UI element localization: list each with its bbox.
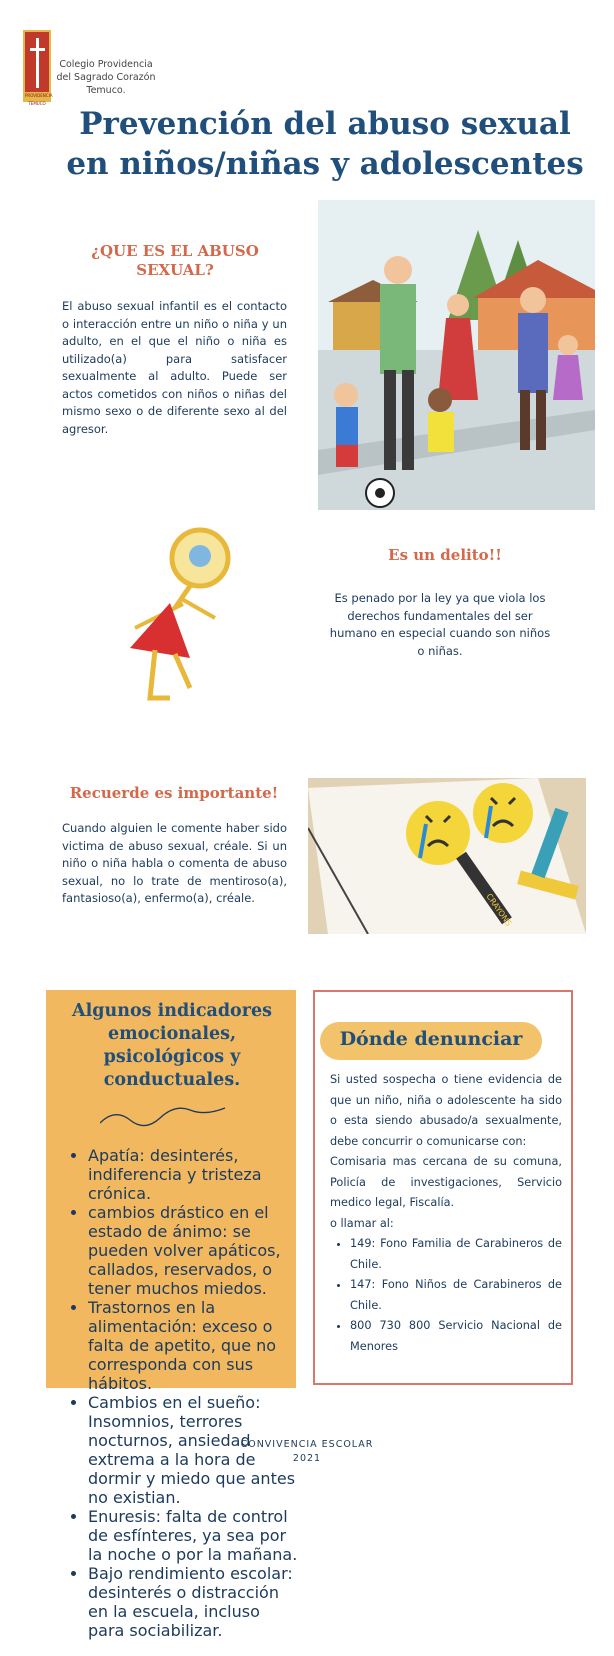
denunciar-title: Dónde denunciar xyxy=(339,1028,523,1050)
phone-item: • 800 730 800 Servicio Nacional de Menores xyxy=(350,1316,562,1357)
footer: CONVIVENCIA ESCOLAR 2021 xyxy=(240,1439,374,1464)
logo-text: PROVIDENCIA TEMUCO xyxy=(25,93,53,106)
denunciar-places: Comisaria mas cercana de su comuna, Policía de investigaciones, Servicio medico legal, Fiscalía. xyxy=(330,1155,562,1209)
que-es-title: ¿QUE ES EL ABUSO SEXUAL? xyxy=(91,242,259,279)
denunciar-intro: Si usted sospecha o tiene evidencia de que un niño, niña o adolescente ha sido o esta siendo abusado/a sexualmente, debe concurrir o comunicarse con: xyxy=(330,1073,562,1148)
family-illustration xyxy=(318,200,595,510)
list-item: • Enuresis: falta de control de esfínteres, ya sea por la noche o por la mañana. xyxy=(88,1507,298,1564)
delito-text: Es penado por la ley ya que viola los derechos fundamentales del ser humano en especial cuando son niños o niñas. xyxy=(329,591,551,658)
crayon-label: CRAYONS xyxy=(484,891,514,928)
denunciar-body xyxy=(330,1070,562,1357)
list-item: • Apatía: desinterés, indiferencia y tristeza crónica. xyxy=(88,1146,298,1203)
school-name: Colegio Providencia del Sagrado Corazón Temuco. xyxy=(56,59,156,96)
recuerde-title: Recuerde es importante! xyxy=(69,784,279,802)
child-drawing xyxy=(95,508,260,708)
indicadores-title: Algunos indicadores emocionales, psicológicos y conductuales. xyxy=(72,1001,272,1090)
delito-title: Es un delito!! xyxy=(388,546,502,564)
indicadores-list xyxy=(48,1130,298,1656)
denunciar-call: o llamar al: xyxy=(330,1216,394,1230)
que-es-text: El abuso sexual infantil es el contacto o interacción entre un niño o niña y un adulto, en el que el niño o niña es utilizado(a) para satisfacer sexualmente al adulto. Puede ser actos cometidos con niños o niñas del mismo sexo o de diferente sexo al del agresor. xyxy=(62,299,287,436)
page-title: Prevención del abuso sexual en niños/niñas y adolescentes xyxy=(66,106,584,182)
crayons-illustration xyxy=(308,778,586,934)
list-item: • cambios drástico en el estado de ánimo: se pueden volver apáticos, callados, reservados, o tener muchos miedos. xyxy=(88,1203,298,1298)
squiggle-decoration xyxy=(100,1098,230,1128)
phone-item: • 149: Fono Familia de Carabineros de Chile. xyxy=(350,1234,562,1275)
list-item: • Bajo rendimiento escolar: desinterés o distracción en la escuela, incluso para sociabilizar. xyxy=(88,1564,298,1640)
list-item: • Cambios en el sueño: Insomnios, terrores nocturnos, ansiedad extrema a la hora de dormir y miedo que antes no existian. xyxy=(88,1393,298,1507)
list-item: • Trastornos en la alimentación: exceso o falta de apetito, que no corresponda con sus hábitos. xyxy=(88,1298,298,1393)
recuerde-text: Cuando alguien le comente haber sido victima de abuso sexual, créale. Si un niño o niña habla o comenta de abuso sexual, no lo trate de mentiroso(a), fantasioso(a), enfermo(a), créale. xyxy=(62,821,287,905)
school-logo xyxy=(23,30,53,106)
phone-item: • 147: Fono Niños de Carabineros de Chile. xyxy=(350,1275,562,1316)
